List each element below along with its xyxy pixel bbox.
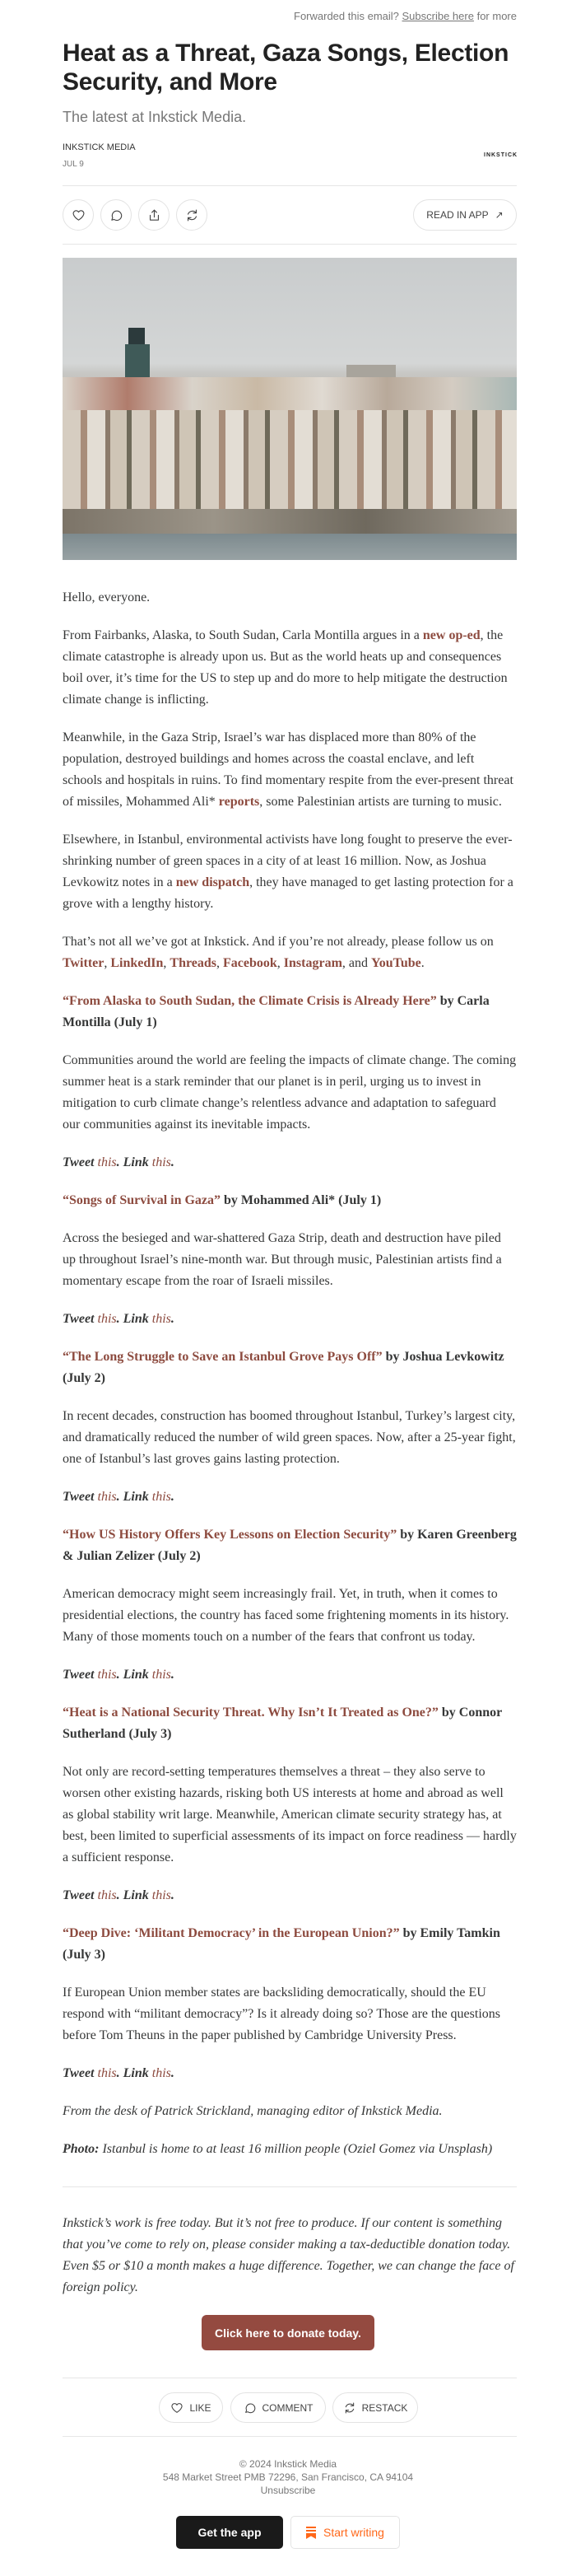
text-segment: , some Palestinian artists are turning to music.: [259, 795, 502, 809]
inline-link[interactable]: new op-ed: [422, 628, 481, 642]
divider: [63, 2186, 517, 2187]
donation-appeal: Inkstick’s work is free today. But it’s not free to produce. If our content is something that you’ve come to rely on, please consider making a tax-deductible donation today. Even $5 or $10 a month makes a huge difference. Together, we can change the face of foreign policy.: [63, 2216, 514, 2294]
intro: [63, 587, 517, 974]
article-summary: Not only are record-setting temperatures themselves a threat – they also serve to worsen other existing hazards, risking both US interests at home and abroad as well as global stability writ large. Meanwhile, American climate security strategy has, at best, been limited to superficial assessments of its impact on force readiness — hardly a sufficient response.: [63, 1765, 517, 1864]
heart-icon: [170, 2401, 183, 2415]
link-this-link[interactable]: this: [151, 2066, 171, 2080]
article-byline: by Karen Greenberg & Julian Zelizer (July 2): [63, 1528, 517, 1563]
author-name[interactable]: INKSTICK MEDIA: [63, 142, 136, 152]
article-heading: [63, 1702, 517, 1745]
divider: [63, 185, 517, 186]
share-line: Tweet this. Link this.: [63, 2066, 174, 2080]
intro-paragraph: [63, 625, 517, 711]
restack-icon: [185, 208, 199, 222]
share-line: Tweet this. Link this.: [63, 1155, 174, 1169]
article-byline: by Joshua Levkowitz (July 2): [63, 1350, 504, 1385]
signoff: From the desk of Patrick Strickland, managing editor of Inkstick Media.: [63, 2104, 443, 2118]
copyright: © 2024 Inkstick Media: [239, 2458, 337, 2470]
link-this-link[interactable]: this: [151, 1668, 171, 1682]
article-byline: by Mohammed Ali* (July 1): [221, 1193, 382, 1207]
address: 548 Market Street PMB 72296, San Francisco, CA 94104: [162, 2471, 414, 2483]
link-this-link[interactable]: this: [151, 1312, 171, 1326]
article-summary: Across the besieged and war-shattered Gaza Strip, death and destruction have piled up throughout Israel’s nine-month war. But through music, Palestinian artists find a momentary escape from the roar of Israeli missiles.: [63, 1231, 502, 1288]
restack-button[interactable]: [176, 199, 207, 231]
hero-photo[interactable]: [63, 258, 517, 560]
read-in-app-button[interactable]: READ IN APP ↗: [413, 199, 517, 231]
start-writing-button[interactable]: Start writing: [290, 2516, 400, 2549]
text-segment: Meanwhile, in the Gaza Strip, Israel’s war has displaced more than 80% of the population, destroyed buildings and homes across the coastal enclave, and left schools and hospitals in ruins. To find momentary respite from the ever-present threat of missiles, Mohammed Ali*: [63, 730, 513, 809]
article-title-link[interactable]: “How US History Offers Key Lessons on Election Security”: [63, 1528, 397, 1542]
link-this-link[interactable]: this: [151, 1888, 171, 1902]
donate-button[interactable]: Click here to donate today.: [202, 2315, 374, 2350]
article-summary: If European Union member states are backsliding democratically, should the EU respond with “militant democracy”? Is it already doing so? Those are the questions before Tom Theuns in the paper published by Cambridge University Press.: [63, 1986, 500, 2042]
intro-paragraph: [63, 587, 517, 609]
inline-link[interactable]: Instagram: [283, 956, 342, 970]
article-title-link[interactable]: “From Alaska to South Sudan, the Climate Crisis is Already Here”: [63, 994, 437, 1008]
article-heading: [63, 1346, 517, 1389]
link-this-link[interactable]: this: [151, 1155, 171, 1169]
post-date: JUL 9: [63, 160, 84, 169]
text-segment: Elsewhere, in Istanbul, environmental activists have long fought to preserve the ever-shrinking number of green spaces in a city of at least 16 million. Now, as Joshua Levkowitz notes in a: [63, 833, 513, 889]
photo-credit: Photo: Istanbul is home to at least 16 million people (Oziel Gomez via Unsplash): [63, 2142, 493, 2156]
restack-pill-button[interactable]: RESTACK: [332, 2392, 418, 2423]
intro-paragraph: [63, 829, 517, 915]
text-segment: , they have managed to get lasting protection for a grove with a lengthy history.: [63, 875, 513, 911]
share-line: Tweet this. Link this.: [63, 1312, 174, 1326]
text-segment: Hello, everyone.: [63, 590, 151, 604]
share-icon: [147, 208, 161, 222]
intro-paragraph: [63, 727, 517, 813]
tweet-this-link[interactable]: this: [97, 1155, 117, 1169]
tweet-this-link[interactable]: this: [97, 2066, 117, 2080]
text-segment: ,: [104, 956, 111, 970]
article-title-link[interactable]: “The Long Struggle to Save an Istanbul Grove Pays Off”: [63, 1350, 383, 1364]
text-segment: That’s not all we’ve got at Inkstick. And if you’re not already, please follow us on: [63, 935, 494, 949]
forwarded-notice: Forwarded this email? Subscribe here for more: [294, 10, 517, 22]
text-segment: ,: [163, 956, 170, 970]
article-title-link[interactable]: “Deep Dive: ‘Militant Democracy’ in the European Union?”: [63, 1926, 400, 1940]
inline-link[interactable]: YouTube: [371, 956, 421, 970]
divider: [63, 2436, 517, 2437]
tweet-this-link[interactable]: this: [97, 1668, 117, 1682]
share-button[interactable]: [138, 199, 170, 231]
get-app-button[interactable]: Get the app: [176, 2516, 283, 2549]
article-byline: by Connor Sutherland (July 3): [63, 1706, 502, 1741]
article-summary: Communities around the world are feeling the impacts of climate change. The coming summer heat is a stark reminder that our planet is in peril, urging us to invest in mitigation to curb climate change’s relentless advance and adaptation to safeguard our communities against its inevitable impacts.: [63, 1053, 517, 1132]
post-subtitle: The latest at Inkstick Media.: [63, 109, 247, 125]
substack-logo-icon: [306, 2527, 316, 2539]
article-title-link[interactable]: “Heat is a National Security Threat. Why Isn’t It Treated as One?”: [63, 1706, 439, 1720]
comment-button[interactable]: [100, 199, 132, 231]
text-segment: ,: [216, 956, 223, 970]
article-summary: In recent decades, construction has boomed throughout Istanbul, Turkey’s largest city, and dramatically reduced the number of wild green spaces. Now, after a 25-year fight, one of Istanbul’s last groves gains lasting protection.: [63, 1409, 516, 1466]
text-segment: , the climate catastrophe is already upon us. But as the world heats up and consequences boil over, it’s time for the US to step up and do more to help mitigate the destruction climate change is inflicting.: [63, 628, 508, 707]
tweet-this-link[interactable]: this: [97, 1888, 117, 1902]
comment-pill-button[interactable]: COMMENT: [230, 2392, 326, 2423]
arrow-up-right-icon: ↗: [495, 209, 504, 221]
unsubscribe-link[interactable]: Unsubscribe: [260, 2485, 316, 2496]
post-body: [63, 587, 517, 2177]
article-summary: American democracy might seem increasingly frail. Yet, in truth, when it comes to presidential elections, the country has faced some frightening moments in its history. Many of those moments touch on a number of the fears that confront us today.: [63, 1587, 509, 1644]
like-pill-button[interactable]: LIKE: [159, 2392, 223, 2423]
heart-icon: [72, 208, 86, 222]
share-line: Tweet this. Link this.: [63, 1668, 174, 1682]
tweet-this-link[interactable]: this: [97, 1490, 117, 1504]
like-button[interactable]: [63, 199, 94, 231]
article-heading: [63, 1524, 517, 1567]
inline-link[interactable]: reports: [218, 795, 260, 809]
article-heading: [63, 1190, 517, 1211]
inline-link[interactable]: new dispatch: [175, 875, 250, 889]
text-segment: , and: [341, 956, 371, 970]
article-list: [63, 991, 517, 2084]
article-heading: [63, 1923, 517, 1966]
inline-link[interactable]: LinkedIn: [110, 956, 164, 970]
article-heading: [63, 991, 517, 1034]
comment-icon: [244, 2401, 257, 2415]
comment-icon: [109, 208, 123, 222]
divider: [63, 244, 517, 245]
text-segment: .: [420, 956, 425, 970]
article-title-link[interactable]: “Songs of Survival in Gaza”: [63, 1193, 221, 1207]
subscribe-link[interactable]: Subscribe here: [402, 10, 474, 22]
article-byline: by Carla Montilla (July 1): [63, 994, 490, 1029]
restack-icon: [343, 2401, 356, 2415]
link-this-link[interactable]: this: [151, 1490, 171, 1504]
share-line: Tweet this. Link this.: [63, 1888, 174, 1902]
article-byline: by Emily Tamkin (July 3): [63, 1926, 500, 1962]
inline-link[interactable]: Twitter: [63, 956, 105, 970]
share-line: Tweet this. Link this.: [63, 1490, 174, 1504]
inline-link[interactable]: Threads: [170, 956, 216, 970]
post-title: Heat as a Threat, Gaza Songs, Election Security, and More: [63, 40, 509, 96]
text-segment: ,: [276, 956, 284, 970]
inline-link[interactable]: Facebook: [223, 956, 277, 970]
text-segment: From Fairbanks, Alaska, to South Sudan, Carla Montilla argues in a: [63, 628, 423, 642]
tweet-this-link[interactable]: this: [97, 1312, 117, 1326]
publication-logo[interactable]: INKSTICK: [484, 152, 518, 158]
intro-paragraph: [63, 931, 517, 974]
